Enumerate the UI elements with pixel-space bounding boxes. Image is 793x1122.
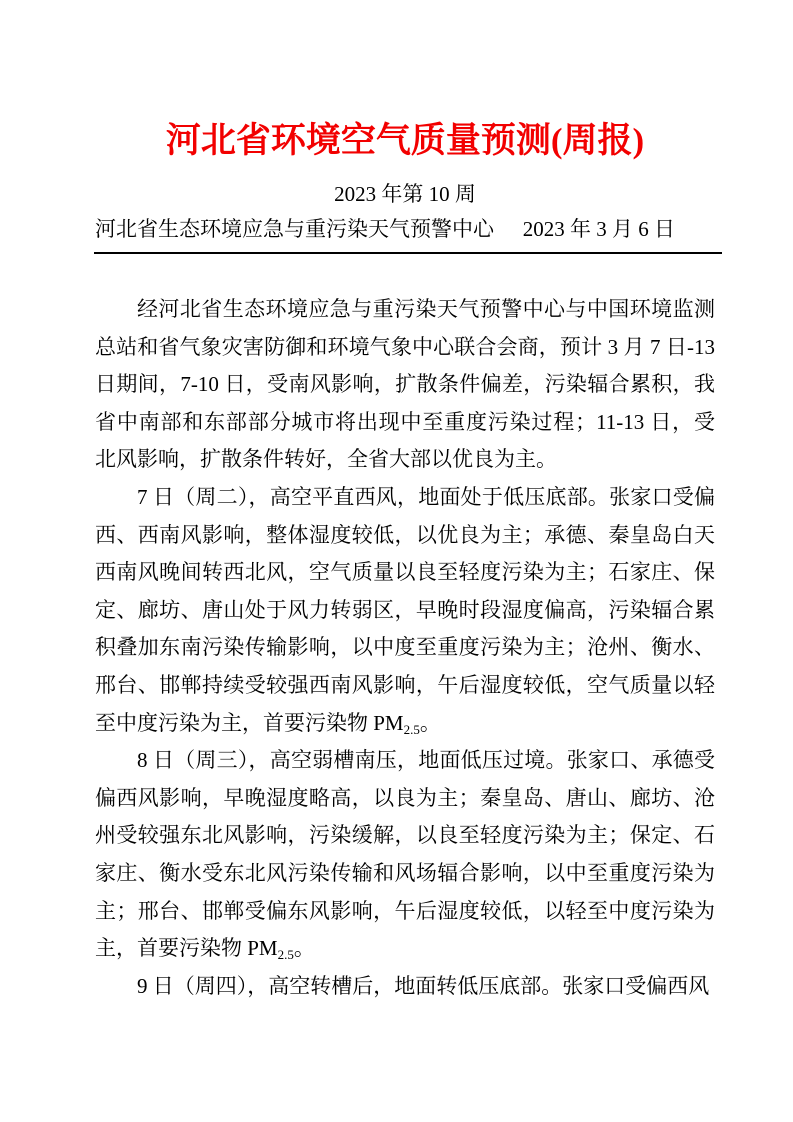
week-subtitle: 2023 年第 10 周 <box>334 182 476 206</box>
page-title: 河北省环境空气质量预测(周报) <box>165 121 645 160</box>
paragraph-text: 。 <box>293 936 315 961</box>
issuer-row <box>95 216 715 242</box>
body-paragraph <box>95 968 715 1006</box>
paragraph-text: 7 日（周二），高空平直西风，地面处于低压底部。张家口受偏西、西南风影响，整体湿度较低，以优良为主；承德、秦皇岛白天西南风晚间转西北风，空气质量以良至轻度污染为主；石家庄、保定、廊坊、唐山处于风力转弱区，早晚时段湿度偏高，污染辐合累积叠加东南污染传输影响，以中度至重度污染为主；沧州、衡水、邢台、邯郸持续受较强西南风影响，午后湿度较低，空气质量以轻至中度污染为主，首要污染物 PM <box>95 484 715 735</box>
issuer-name: 河北省生态环境应急与重污染天气预警中心 <box>95 217 494 241</box>
issue-date: 2023 年 3 月 6 日 <box>522 217 675 241</box>
paragraph-text: 经河北省生态环境应急与重污染天气预警中心与中国环境监测总站和省气象灾害防御和环境气象中心联合会商，预计 3 月 7 日-13 日期间，7-10 日，受南风影响，扩散条件偏差，污染辐合累积，我省中南部和东部部分城市将出现中至重度污染过程；11-13 日，受北风影响，扩散条件转好，全省大部以优良为主。 <box>95 297 715 472</box>
body-paragraph <box>95 291 715 479</box>
body-paragraph <box>95 479 715 742</box>
paragraph-text: 8 日（周三），高空弱槽南压，地面低压过境。张家口、承德受偏西风影响，早晚湿度略高，以良为主；秦皇岛、唐山、廊坊、沧州受较强东北风影响，污染缓解，以良至轻度污染为主；保定、石家庄、衡水受东北风污染传输和风场辐合影响，以中至重度污染为主；邢台、邯郸受偏东风影响，午后湿度较低，以轻至中度污染为主，首要污染物 PM <box>95 748 715 961</box>
pm25-subscript: 2.5 <box>403 721 420 737</box>
paragraph-text: 9 日（周四），高空转槽后，地面转低压底部。张家口受偏西风 <box>137 973 710 998</box>
report-body <box>95 291 715 1005</box>
pm25-subscript: 2.5 <box>277 947 294 963</box>
body-paragraph <box>95 742 715 968</box>
header-divider <box>94 252 722 254</box>
paragraph-text: 。 <box>419 710 441 735</box>
document-content <box>95 0 715 1005</box>
